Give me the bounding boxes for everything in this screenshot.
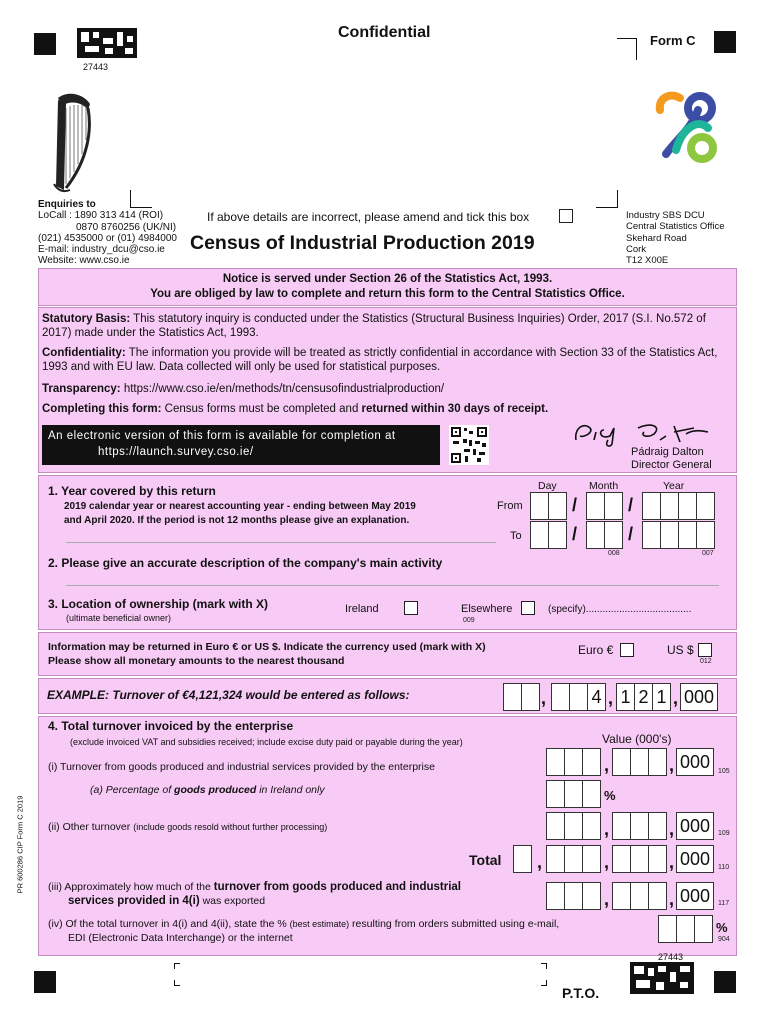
- q1-explanation-line[interactable]: [66, 542, 496, 543]
- example-digits-millions: [503, 683, 539, 711]
- statutory-label: Statutory Basis:: [42, 313, 131, 325]
- specify-field[interactable]: (specify)......................................: [548, 604, 692, 615]
- q4iii-pre: (iii) Approximately how much of the: [48, 881, 214, 893]
- return-address: [626, 210, 725, 266]
- form-corner-mark: [617, 38, 637, 60]
- q4i-comma-2: ,: [669, 755, 675, 775]
- q1-sub-line2: and April 2020. If the period is not 12 months please give an explanation.: [64, 515, 410, 526]
- q4ii-input-millions[interactable]: [546, 812, 600, 840]
- elsewhere-checkbox[interactable]: [521, 601, 535, 615]
- to-label: To: [510, 530, 522, 542]
- notice-line-2: You are obliged by law to complete and return this form to the Central Statistics Office.: [150, 288, 625, 300]
- q1-subtitle: [64, 500, 416, 528]
- footer-barcode-icon: [630, 962, 694, 999]
- completing-deadline: returned within 30 days of receipt.: [361, 403, 549, 415]
- from-year-input[interactable]: [642, 492, 714, 520]
- value-label: Value (000's): [602, 732, 672, 746]
- confidentiality-label: Confidentiality:: [42, 347, 126, 359]
- q4iii-line2-bold: services provided in 4(i): [68, 895, 200, 907]
- cso-logo-icon: [652, 88, 722, 171]
- completing-text: Census forms must be completed and: [161, 403, 362, 415]
- form-number-top: 27443: [83, 62, 109, 72]
- q4a-bold: goods produced: [174, 784, 257, 796]
- q4i-comma: ,: [604, 755, 610, 775]
- enquiries-locall: LoCall : 1890 313 414 (ROI): [38, 210, 164, 222]
- q4iv-percent-sign: %: [716, 920, 728, 935]
- code-117: 117: [718, 900, 730, 907]
- example-text: EXAMPLE: Turnover of €4,121,324 would be entered as follows:: [47, 688, 410, 702]
- registration-mark-bottom-left: [34, 971, 56, 993]
- to-slash-1: /: [572, 524, 578, 544]
- address-line-2: Central Statistics Office: [626, 221, 725, 233]
- example-digit-4: 4: [587, 683, 606, 711]
- footer-corner-tl: [174, 963, 180, 969]
- month-label: Month: [589, 480, 619, 492]
- q4a-percent-sign: %: [604, 788, 616, 803]
- footer-form-number: 27443: [658, 952, 684, 962]
- total-label: Total: [469, 852, 502, 868]
- q4iii-label: [48, 880, 461, 908]
- total-input-thousands[interactable]: [612, 845, 666, 873]
- q1-sub-normal: 2019 calendar year or nearest accounting year -: [64, 501, 293, 512]
- from-month-input[interactable]: [586, 492, 622, 520]
- to-year-input[interactable]: [642, 521, 714, 549]
- to-slash-2: /: [628, 524, 634, 544]
- total-comma-1: ,: [537, 852, 543, 872]
- from-slash-1: /: [572, 495, 578, 515]
- q4ii-thousands: 000: [676, 812, 714, 840]
- signatory-role: Director General: [631, 458, 712, 471]
- info-text: [42, 312, 732, 416]
- q4iii-thousands: 000: [676, 882, 714, 910]
- q4i-input-thousands[interactable]: [612, 748, 666, 776]
- form-title: Census of Industrial Production 2019: [190, 232, 535, 254]
- registration-mark-bottom-right: [714, 971, 736, 993]
- q4iv-small: (best estimate): [289, 919, 350, 929]
- from-label: From: [497, 500, 523, 512]
- code-012: 012: [700, 658, 712, 665]
- euro-label: Euro €: [578, 643, 614, 657]
- q4a-percent-input[interactable]: [546, 780, 600, 808]
- completing-label: Completing this form:: [42, 403, 162, 415]
- currency-line-1: Information may be returned in Euro € or US $. Indicate the currency used (mark with X): [48, 641, 486, 653]
- q2-answer-line[interactable]: [66, 585, 719, 586]
- qr-code-icon: [449, 425, 489, 470]
- enquiries-email: E-mail: industry_dcu@cso.ie: [38, 244, 165, 256]
- electronic-url[interactable]: https://launch.survey.cso.ie/: [98, 446, 254, 458]
- signatory-block: [631, 446, 712, 471]
- amend-checkbox[interactable]: [559, 209, 573, 223]
- q4iii-bold: turnover from goods produced and industrial: [213, 881, 461, 893]
- enquiries-uk: 0870 8760256 (UK/NI): [76, 221, 177, 233]
- transparency-label: Transparency:: [42, 383, 121, 395]
- q4iv-label: [48, 917, 559, 945]
- example-digit-1a: 1: [616, 683, 635, 711]
- signatory-name: Pádraig Dalton: [631, 446, 704, 458]
- q4-subtitle: (exclude invoiced VAT and subsidies received; include excise duty paid or payable during the year): [70, 737, 463, 747]
- electronic-version-box: [42, 425, 440, 465]
- from-day-input[interactable]: [530, 492, 566, 520]
- code-105: 105: [718, 768, 730, 775]
- footer-corner-tr: [541, 963, 547, 969]
- side-form-code: PR 600286 CIP Form C 2019: [15, 795, 25, 894]
- code-007: 007: [702, 550, 714, 557]
- total-input-millions[interactable]: [546, 845, 600, 873]
- transparency-link[interactable]: https://www.cso.ie/en/methods/tn/censusofindustrialproduction/: [120, 383, 445, 395]
- confidentiality-text: The information you provide will be treated as strictly confidential in accordance with Section 33 of the Statistics Act, 1993 and with EU law. Data collected will only be used for statistical purposes.: [42, 347, 718, 373]
- currency-line-2: Please show all monetary amounts to the nearest thousand: [48, 655, 345, 667]
- code-109: 109: [718, 830, 730, 837]
- code-009: 009: [463, 617, 475, 624]
- q4iii-comma-2: ,: [669, 889, 675, 909]
- statutory-text: This statutory inquiry is conducted under the Statistics (Structural Business Inquiries) Order, 2017 (S.I. No.572 of 2017) made under the Statistics Act, 1993.: [42, 313, 706, 339]
- code-008: 008: [608, 550, 620, 557]
- q1-title: 1. Year covered by this return: [48, 484, 216, 498]
- legal-notice: [38, 268, 737, 306]
- address-line-5: T12 X00E: [626, 255, 669, 267]
- q4iv-line2: EDI (Electronic Data Interchange) or the internet: [68, 932, 293, 944]
- form-label: Form C: [650, 33, 696, 48]
- code-110: 110: [718, 864, 730, 871]
- q4iii-input-thousands[interactable]: [612, 882, 666, 910]
- q4-title: 4. Total turnover invoiced by the enterprise: [48, 719, 294, 733]
- q4i-label: (i) Turnover from goods produced and industrial services provided by the enterprise: [48, 761, 435, 773]
- q4iii-line2-post: was exported: [199, 895, 266, 907]
- q4a-post: in Ireland only: [256, 784, 325, 796]
- ireland-checkbox[interactable]: [404, 601, 418, 615]
- barcode-icon: [77, 28, 137, 63]
- footer-corner-br: [541, 980, 547, 986]
- enquiries-phone: (021) 4535000 or (01) 4984000: [38, 232, 177, 244]
- electronic-line-1: An electronic version of this form is available for completion at: [48, 430, 396, 442]
- q4iii-input-millions[interactable]: [546, 882, 600, 910]
- address-line-1: Industry SBS DCU: [626, 210, 705, 221]
- example-digit-1b: 1: [652, 683, 671, 711]
- amend-instruction: If above details are incorrect, please amend and tick this box: [207, 210, 530, 224]
- example-digits-thousands: [551, 683, 605, 711]
- total-comma-3: ,: [669, 852, 675, 872]
- footer-corner-bl: [174, 980, 180, 986]
- q4ii-small: (include goods resold without further processing): [133, 822, 328, 832]
- example-digits-hundreds: [616, 683, 670, 711]
- code-904: 904: [718, 936, 730, 943]
- q4iii-comma: ,: [604, 889, 610, 909]
- total-comma-2: ,: [604, 852, 610, 872]
- window-corner-right: [596, 190, 618, 208]
- q4a-pre: (a) Percentage of: [90, 784, 175, 796]
- to-month-input[interactable]: [586, 521, 622, 549]
- usd-label: US $: [667, 643, 694, 657]
- from-slash-2: /: [628, 495, 634, 515]
- example-digit-2: 2: [634, 683, 653, 711]
- notice-line-1: Notice is served under Section 26 of the Statistics Act, 1993.: [222, 273, 553, 285]
- q2-title: 2. Please give an accurate description of the company's main activity: [48, 556, 443, 570]
- ireland-label: Ireland: [345, 603, 379, 615]
- q4i-thousands: 000: [676, 748, 714, 776]
- elsewhere-label: Elsewhere: [461, 603, 513, 615]
- to-day-input[interactable]: [530, 521, 566, 549]
- q3-subtitle: (ultimate beneficial owner): [66, 613, 172, 623]
- currency-text: [48, 640, 486, 668]
- q3-title: 3. Location of ownership (mark with X): [48, 597, 269, 611]
- confidential-heading: Confidential: [338, 24, 431, 41]
- q1-sub-bold: ending between May 2019: [293, 501, 416, 512]
- example-comma-1: ,: [541, 688, 547, 708]
- usd-checkbox[interactable]: [698, 643, 712, 657]
- example-thousands: 000: [680, 683, 718, 711]
- harp-icon: [48, 90, 98, 201]
- q4i-input-millions[interactable]: [546, 748, 600, 776]
- enquiries-heading: Enquiries to: [38, 199, 96, 210]
- total-input-billions[interactable]: [513, 845, 531, 873]
- q4ii-input-thousands[interactable]: [612, 812, 666, 840]
- q4ii-comma-2: ,: [669, 819, 675, 839]
- q4iv-pre: (iv) Of the total turnover in 4(i) and 4(ii), state the %: [48, 918, 290, 930]
- example-comma-3: ,: [673, 688, 679, 708]
- year-label: Year: [663, 480, 685, 492]
- q4ii-pre: (ii) Other turnover: [48, 821, 134, 833]
- enquiries-block: [38, 199, 177, 267]
- address-line-3: Skehard Road: [626, 232, 687, 244]
- total-thousands: 000: [676, 845, 714, 873]
- q4iv-post: resulting from orders submitted using e-mail,: [349, 918, 560, 930]
- q4a-label: [90, 784, 325, 796]
- q4ii-label: [48, 821, 327, 833]
- pto-label: P.T.O.: [562, 985, 600, 1001]
- registration-mark-top-left: [34, 33, 56, 55]
- q4ii-comma: ,: [604, 819, 610, 839]
- q4iv-percent-input[interactable]: [658, 915, 712, 943]
- address-line-4: Cork: [626, 243, 647, 255]
- registration-mark-top-right: [714, 31, 736, 53]
- day-label: Day: [538, 480, 557, 492]
- euro-checkbox[interactable]: [620, 643, 634, 657]
- example-comma-2: ,: [608, 688, 614, 708]
- enquiries-website: Website: www.cso.ie: [38, 255, 130, 267]
